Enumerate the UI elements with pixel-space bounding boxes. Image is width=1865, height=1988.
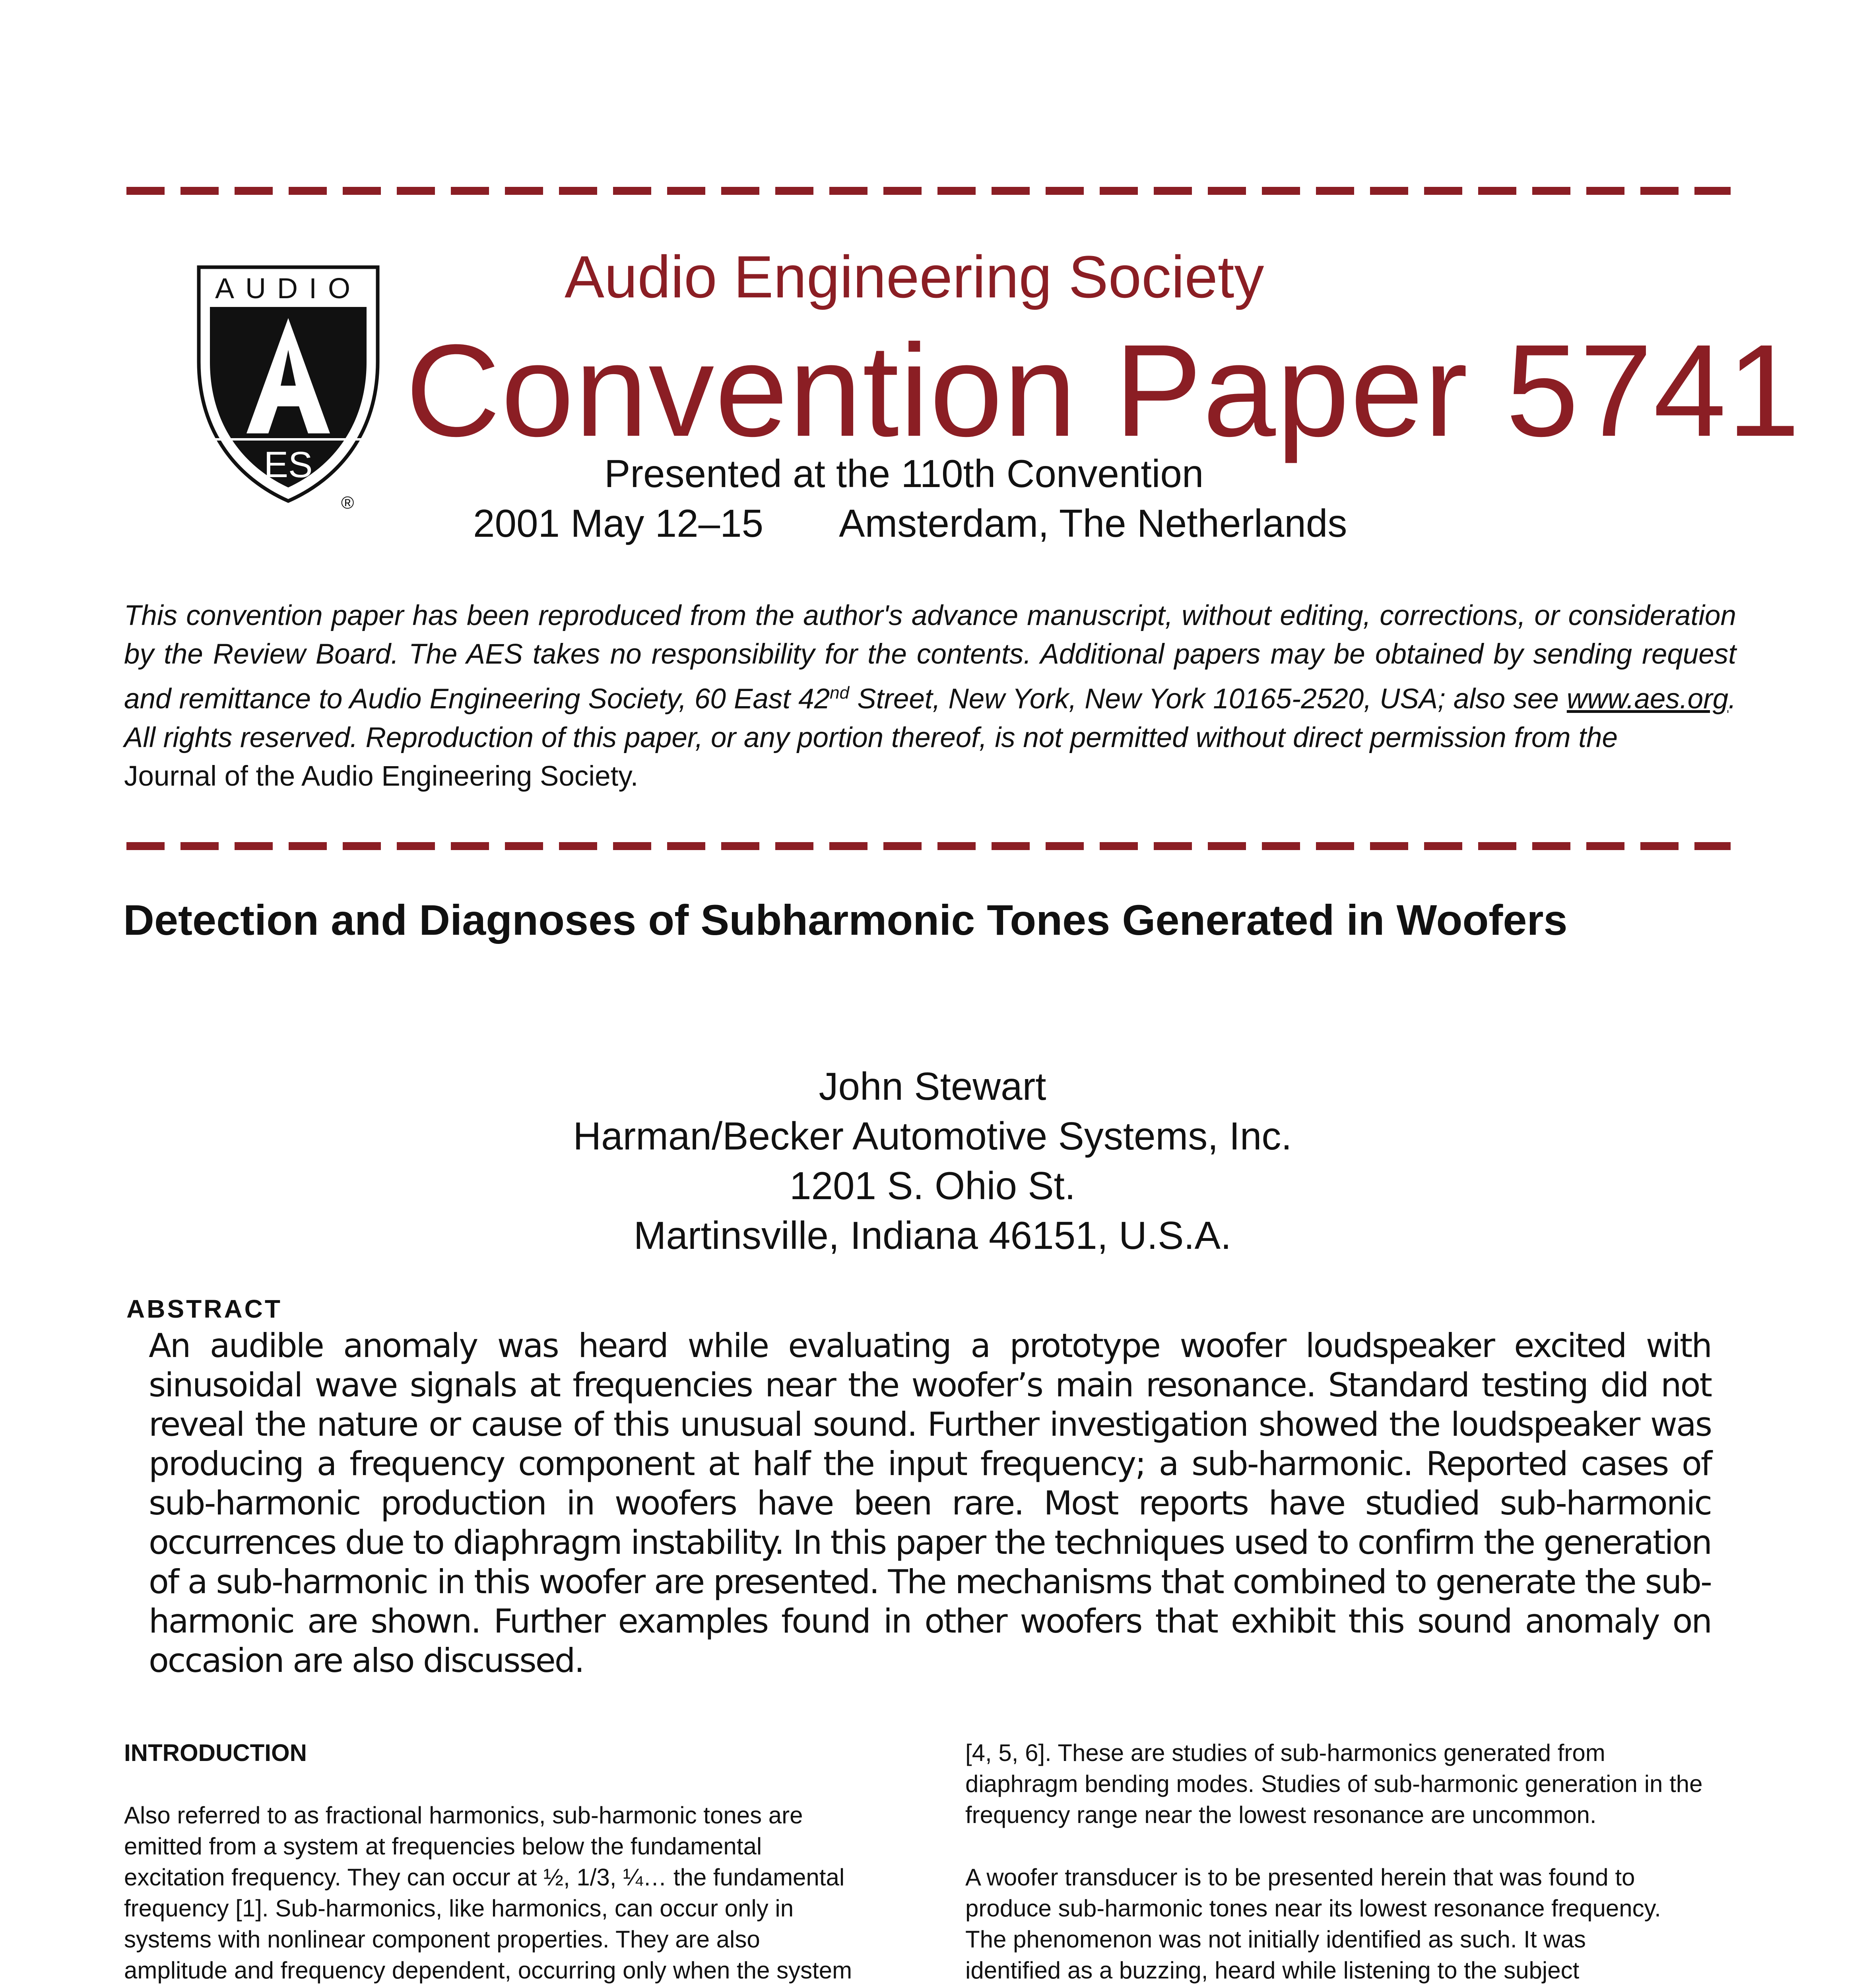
convention-location: Amsterdam, The Netherlands [839, 501, 1347, 545]
author-address-street: 1201 S. Ohio St. [789, 1164, 1076, 1208]
aes-website-link[interactable]: www.aes.org [1566, 683, 1729, 715]
text-line: [4, 5, 6]. These are studies of sub-harmonics generated from [965, 1740, 1605, 1766]
notice-superscript: nd [830, 683, 850, 703]
reproduction-notice [124, 596, 1736, 796]
convention-date: 2001 May 12–15 [473, 501, 764, 545]
text-line: emitted from a system at frequencies below the fundamental [124, 1833, 762, 1860]
text-line: frequency [1]. Sub-harmonics, like harmonics, can occur only in [124, 1895, 794, 1922]
text-line: The phenomenon was not initially identified as such. It was [965, 1926, 1586, 1953]
top-dashed-rule [126, 187, 1731, 195]
logo-top-text: AUDIO [215, 273, 362, 305]
notice-part-3: . All rights reserved. Reproduction of this paper, or any portion thereof, is not permitted without direct permission from the [124, 683, 1736, 753]
text-line: excitation frequency. They can occur at ½, 1/3, ¼… the fundamental [124, 1864, 845, 1891]
convention-date-location [473, 501, 1347, 546]
notice-journal-line: Journal of the Audio Engineering Society. [124, 760, 638, 792]
introduction-heading: INTRODUCTION [124, 1740, 307, 1766]
presented-at: Presented at the 110th Convention [604, 452, 1204, 495]
text-line: A woofer transducer is to be presented herein that was found to [965, 1864, 1635, 1891]
text-line: diaphragm bending modes. Studies of sub-harmonic generation in the [965, 1771, 1703, 1797]
notice-part-2: Street, New York, New York 10165-2520, USA; also see [849, 683, 1567, 715]
right-paragraph-2 [965, 1862, 1721, 1988]
aes-shield-logo-icon [195, 262, 382, 509]
text-line: frequency range near the lowest resonance are uncommon. [965, 1802, 1597, 1828]
registered-mark: ® [341, 493, 354, 513]
abstract-heading: ABSTRACT [126, 1295, 282, 1323]
text-line: systems with nonlinear component properties. They are also [124, 1926, 760, 1953]
middle-dashed-rule [126, 842, 1731, 850]
author-name: John Stewart [819, 1064, 1046, 1108]
right-column [965, 1738, 1721, 1988]
author-address-city: Martinsville, Indiana 46151, U.S.A. [633, 1213, 1232, 1257]
abstract-text: An audible anomaly was heard while evaluating a prototype woofer loudspeaker excited with sinusoidal wave signals at frequencies near the woofer’s main resonance. Standard testing did not reveal the nature or cause of this unusual sound. Further investigation showed the loudspeaker was producing a frequency component at half the input frequency; a sub-harmonic. Reported cases of sub-harmonic production in woofers have been rare. Most reports have studied sub-harmonic occurrences due to diaphragm instability. In this paper the techniques used to confirm the generation of a sub-harmonic in this woofer are presented. The mechanisms that combined to generate the sub-harmonic are shown. Further examples found in other woofers that exhibit this sound anomaly on occasion are also discussed. [149, 1326, 1711, 1680]
convention-paper-title: Convention Paper 5741 [406, 317, 1801, 464]
author-affiliation: Harman/Becker Automotive Systems, Inc. [573, 1114, 1292, 1158]
right-paragraph-1 [965, 1738, 1721, 1831]
article-title: Detection and Diagnoses of Subharmonic Tones Generated in Woofers [123, 896, 1568, 944]
text-line [124, 1986, 879, 1988]
text-line: produce sub-harmonic tones near its lowest resonance frequency. [965, 1895, 1661, 1922]
text-line: Also referred to as fractional harmonics, sub-harmonic tones are [124, 1802, 803, 1829]
left-column [124, 1738, 879, 1988]
society-name: Audio Engineering Society [565, 243, 1264, 310]
logo-bottom-text: ES [264, 445, 313, 485]
text-line: amplitude and frequency dependent, occurring only when the system [124, 1957, 852, 1984]
text-line: identified as a buzzing, heard while listening to the subject [965, 1957, 1580, 1984]
text-line [965, 1986, 1721, 1988]
notice-part-1: This convention paper has been reproduced from the author's advance manuscript, without editing, corrections, or consideration by the Review Board. The AES takes no responsibility for the contents. Additional papers may be obtained by sending request and remittance to Audio Engineering Society, 60 East 42 [124, 600, 1736, 715]
